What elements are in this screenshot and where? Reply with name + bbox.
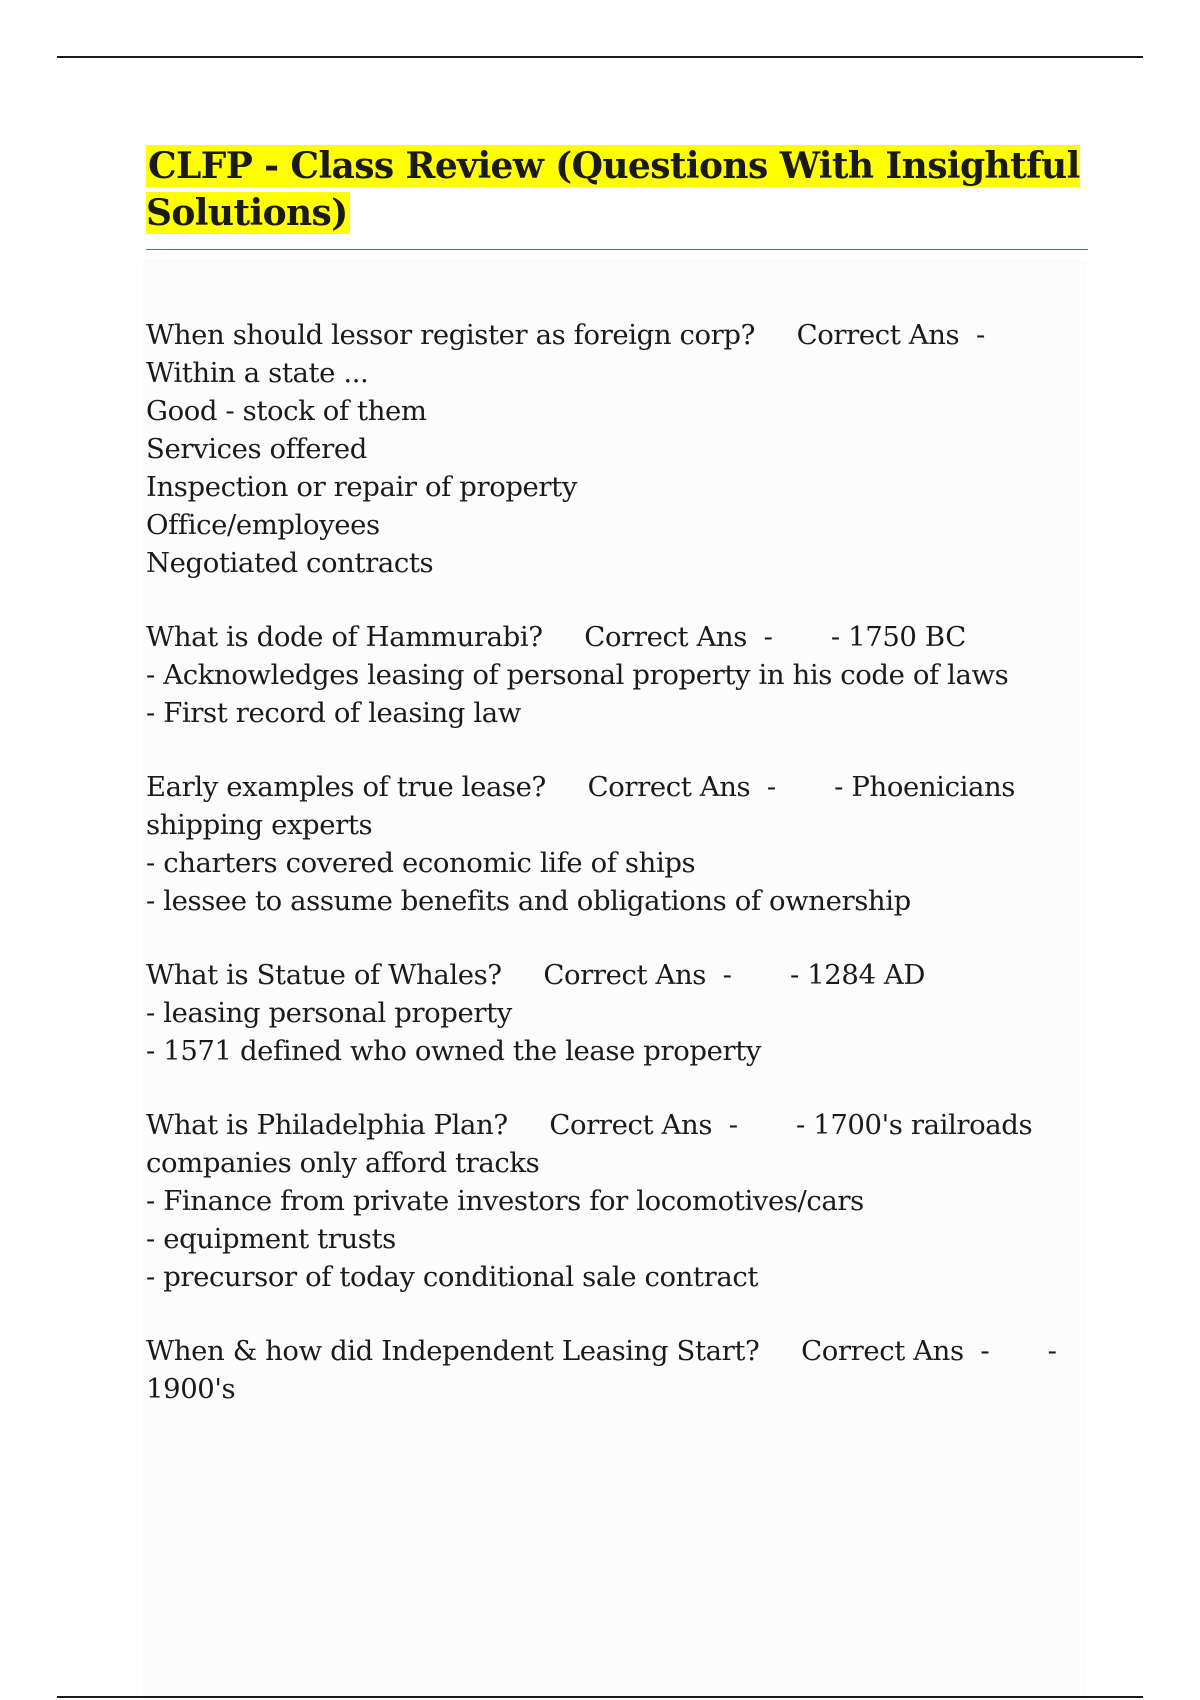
qa-line: - lessee to assume benefits and obligations of ownership xyxy=(146,885,911,917)
qa-line: Negotiated contracts xyxy=(146,547,434,579)
qa-item xyxy=(146,1332,1086,1408)
page-top-rule xyxy=(57,56,1143,58)
qa-line: - equipment trusts xyxy=(146,1223,396,1255)
document-title-highlight: CLFP - Class Review (Questions With Insightful Solutions) xyxy=(146,145,1080,234)
qa-line: What is dode of Hammurabi? Correct Ans - - 1750 BC xyxy=(146,621,966,653)
qa-item xyxy=(146,768,1086,920)
qa-line: Within a state ... xyxy=(146,357,369,389)
qa-line: - First record of leasing law xyxy=(146,697,521,729)
qa-line: - 1571 defined who owned the lease property xyxy=(146,1035,762,1067)
qa-line: When & how did Independent Leasing Start? Correct Ans - - xyxy=(146,1335,1057,1367)
qa-line: When should lessor register as foreign corp? Correct Ans - xyxy=(146,319,985,351)
qa-line: What is Statue of Whales? Correct Ans - - 1284 AD xyxy=(146,959,926,991)
qa-line: What is Philadelphia Plan? Correct Ans - - 1700's railroads xyxy=(146,1109,1033,1141)
qa-item xyxy=(146,1106,1086,1296)
qa-item xyxy=(146,316,1086,582)
qa-line: - precursor of today conditional sale contract xyxy=(146,1261,758,1293)
qa-line: Early examples of true lease? Correct Ans - - Phoenicians xyxy=(146,771,1015,803)
qa-line: companies only afford tracks xyxy=(146,1147,540,1179)
qa-item xyxy=(146,618,1086,732)
title-underline xyxy=(146,249,1088,250)
qa-line: shipping experts xyxy=(146,809,373,841)
qa-list xyxy=(146,316,1086,1444)
qa-line: - charters covered economic life of ships xyxy=(146,847,696,879)
qa-line: Good - stock of them xyxy=(146,395,427,427)
qa-line: - Acknowledges leasing of personal property in his code of laws xyxy=(146,659,1009,691)
qa-line: - leasing personal property xyxy=(146,997,512,1029)
page-bottom-rule xyxy=(57,1696,1143,1698)
qa-line: Office/employees xyxy=(146,509,380,541)
document-title xyxy=(146,143,1096,237)
qa-line: Inspection or repair of property xyxy=(146,471,577,503)
qa-item xyxy=(146,956,1086,1070)
qa-line: 1900's xyxy=(146,1373,236,1405)
qa-line: Services offered xyxy=(146,433,367,465)
qa-line: - Finance from private investors for locomotives/cars xyxy=(146,1185,864,1217)
